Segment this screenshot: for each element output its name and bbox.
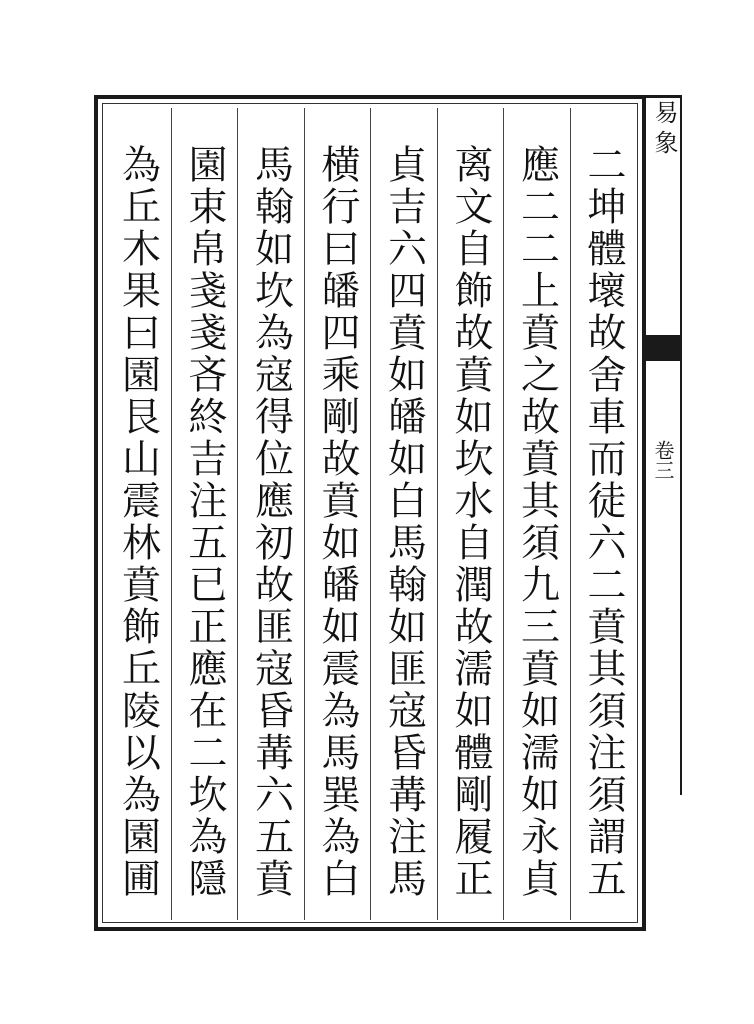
fish-tail-mark <box>646 335 680 361</box>
text-columns <box>104 108 636 920</box>
margin-title: 易象 <box>650 100 678 160</box>
text-column-8: 為丘木果曰園艮山震林賁飾丘陵以為園圃 <box>115 144 161 900</box>
text-column-4: 貞吉六四賁如皤如白馬翰如匪寇昏冓注馬 <box>370 108 437 920</box>
margin-folio: 卷三 <box>651 440 675 480</box>
text-column-3: 离文自飾故賁如坎水自潤故濡如體剛履正 <box>437 108 504 920</box>
text-column-7: 園束帛戔戔吝終吉注五已正應在二坎為隱 <box>171 108 238 920</box>
text-column-2: 應二二上賁之故賁其須九三賁如濡如永貞 <box>503 108 570 920</box>
text-column-5: 横行曰皤四乘剛故賁如皤如震為馬巽為白 <box>304 108 371 920</box>
text-column-6: 馬翰如坎為寇得位應初故匪寇昏冓六五賁 <box>237 108 304 920</box>
text-column-1: 二坤體壞故舍車而徒六二賁其須注須謂五 <box>570 108 637 920</box>
